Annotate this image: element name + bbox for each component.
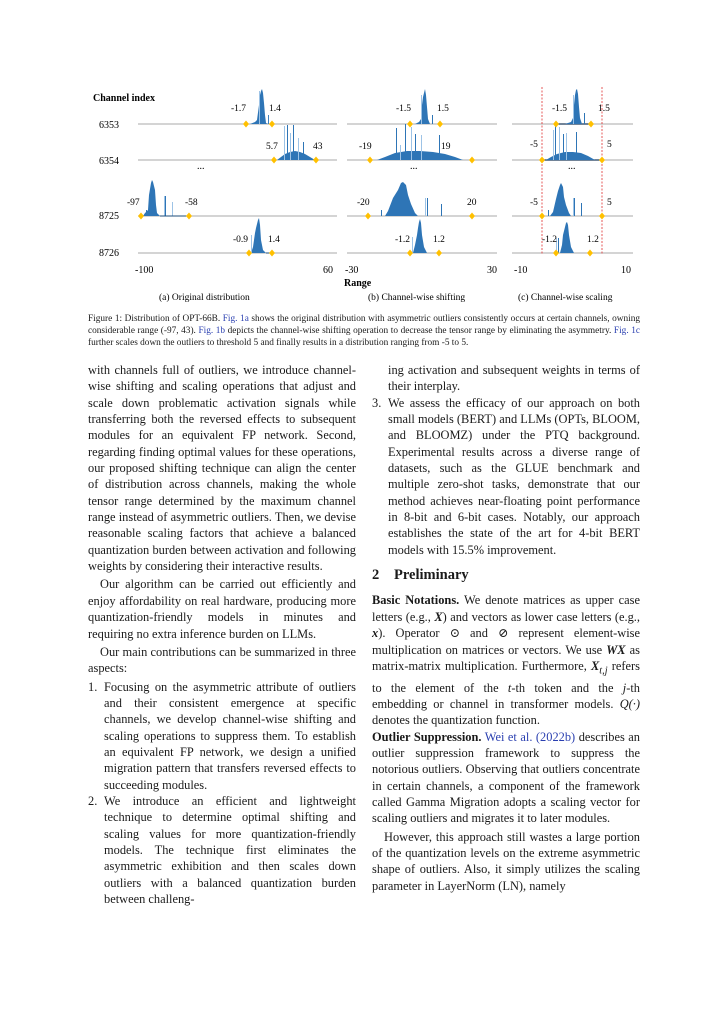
paragraph: However, this approach still wastes a large portion of the quantization levels on the extreme asymmetric shape of outliers. Also, it simply utilizes the scaling parameter in LayerNorm (LN), namely <box>372 829 640 893</box>
range-label: -1.2 <box>395 235 411 245</box>
paragraph: Our main contributions can be summarized in three aspects: <box>88 644 356 676</box>
channel-label: 8726 <box>99 248 119 259</box>
range-label: 19 <box>441 142 451 152</box>
left-column <box>88 362 356 907</box>
paragraph: Our algorithm can be carried out efficiently and enjoy affordability on real hardware, producing more quantization-friendly models in minutes and requiring no extra inference burden on LLMs. <box>88 577 356 641</box>
panel-a <box>127 89 337 303</box>
range-label: 1.2 <box>587 235 599 245</box>
list-item-continuation: ing activation and subsequent weights in terms of their interplay. <box>388 363 640 394</box>
range-label: 1.2 <box>433 235 445 245</box>
range-label: -1.7 <box>231 104 247 114</box>
range-label: 5.7 <box>266 142 278 152</box>
figure-ref-1c[interactable]: Fig. 1c <box>613 326 640 337</box>
list-item: 3. We assess the efficacy of our approach on both small models (BERT) and LLMs (OPTs, BLOOM, and BLOOMZ) under the PTQ background. Experimental results across a diverse range of datasets, such as the GLUE benchmark and multiple zero-shot tasks, demonstrate that our method achieves near-floating point performance in 8-bit and 6-bit cases. Notably, our approach establishes the state of the art for 4-bit BERT models with 15.5% improvement. <box>372 395 640 557</box>
range-label: 43 <box>313 142 323 152</box>
range-label: -20 <box>357 198 370 208</box>
y-axis-label: Channel index <box>93 93 155 104</box>
section-heading: 2 Preliminary <box>372 567 469 584</box>
x-axis-label: Range <box>344 278 372 289</box>
paragraph: with channels full of outliers, we introduce channel-wise shifting and scaling operations that adjust and scale down problematic activation signals while transferring both the reversed effects to subsequent modules for an equivalent FP network. Second, regarding finding optimal values for these operations, our proposed shifting technique can align the center of distribution across channels, making the whole tensor range determined by the maximum channel range instead of asymmetric outliers. Then, we devise reasonable scaling factors that achieve a balanced quantization burden between activation and following weights by considering their interactive results. <box>88 363 356 574</box>
range-label: -97 <box>127 198 140 208</box>
paragraph-outlier-suppression: Outlier Suppression. Wei et al. (2022b) describes an outlier suppression framework to suppress the notorious outliers. Observing that outliers concentrate in certain channels, a component of the framework called Gamma Migration adopts a scaling vector for scaling outliers and migrates it to later modules. <box>372 729 641 826</box>
x-tick: -10 <box>514 265 528 276</box>
figure-1 <box>85 85 645 310</box>
range-label: -1.5 <box>396 104 412 114</box>
range-label: -1.2 <box>542 235 558 245</box>
right-column <box>372 362 640 894</box>
range-label: -58 <box>185 198 198 208</box>
figure-ref-1b[interactable]: Fig. 1b <box>198 326 226 337</box>
subfigure-caption: (b) Channel-wise shifting <box>368 293 466 303</box>
range-label: 5 <box>607 140 612 150</box>
list-item: 2. We introduce an efficient and lightweight technique to determine optimal shifting and scaling values for more quantization-friendly models. The technique first eliminates the asymmetric exhibition and then scales down outliers with a balanced quantization burden between challeng- <box>88 793 356 906</box>
ellipsis: ... <box>410 161 418 172</box>
figure-ref-1a[interactable]: Fig. 1a <box>222 314 249 324</box>
distribution-chart <box>85 85 645 310</box>
ellipsis: ... <box>568 161 576 172</box>
list-item: 1. Focusing on the asymmetric attribute of outliers and their consistent emergence at specific channels, we develop channel-wise shifting and scaling operations to suppress them. To establish an equivalent FP network, we design a unified migration pattern that transfers reversed effects to succeeding modules. <box>88 679 356 792</box>
range-label: 1.4 <box>268 235 280 245</box>
paragraph-heading: Basic Notations. <box>372 593 460 608</box>
channel-label: 6353 <box>99 120 119 131</box>
paragraph-basic-notations: Basic Notations. We denote matrices as upper case letters (e.g., X) and vectors as lower case letters (e.g., x). Operator ⊙ and ⊘ represent element-wise multiplication on matrices or vectors. We use WX as matrix-matrix multiplication. Furthermore, $X_{t,j}$ refers to the element of the t-th token and the j-th embedding or channel in transformer models. Q(·) denotes the quantization function. <box>372 593 640 728</box>
paragraph-heading: Outlier Suppression. <box>372 729 482 744</box>
x-tick: 60 <box>323 265 333 276</box>
range-label: -19 <box>359 142 372 152</box>
ellipsis: ... <box>197 161 205 172</box>
range-label: -5 <box>530 198 538 208</box>
channel-label: 8725 <box>99 211 119 222</box>
range-label: 5 <box>607 198 612 208</box>
subfigure-caption: (a) Original distribution <box>159 293 250 303</box>
range-label: 1.4 <box>269 104 281 114</box>
panel-b <box>344 89 497 303</box>
citation-link[interactable]: Wei et al. (2022b) <box>484 729 576 744</box>
panel-c <box>512 87 633 303</box>
x-tick: -100 <box>135 265 154 276</box>
range-label: 1.5 <box>598 104 610 114</box>
range-label: 20 <box>467 198 477 208</box>
range-label: -5 <box>530 140 538 150</box>
range-label: 1.5 <box>437 104 449 114</box>
figure-caption: Figure 1: Distribution of OPT-66B. Fig. 1a shows the original distribution with asymmetric outliers consistently occurs at certain channels, owning considerable range (-97, 43). Fig. 1b depicts the channel-wise shifting operation to decrease the tensor range by eliminating the asymmetry. Fig. 1c further scales down the outliers to threshold 5 and finally results in a distribution ranging from -5 to 5. <box>88 314 641 349</box>
x-tick: 10 <box>621 265 631 276</box>
x-tick: -30 <box>345 265 359 276</box>
range-label: -0.9 <box>233 235 249 245</box>
x-tick: 30 <box>487 265 497 276</box>
subfigure-caption: (c) Channel-wise scaling <box>518 293 613 303</box>
range-label: -1.5 <box>552 104 568 114</box>
channel-label: 6354 <box>99 156 119 167</box>
